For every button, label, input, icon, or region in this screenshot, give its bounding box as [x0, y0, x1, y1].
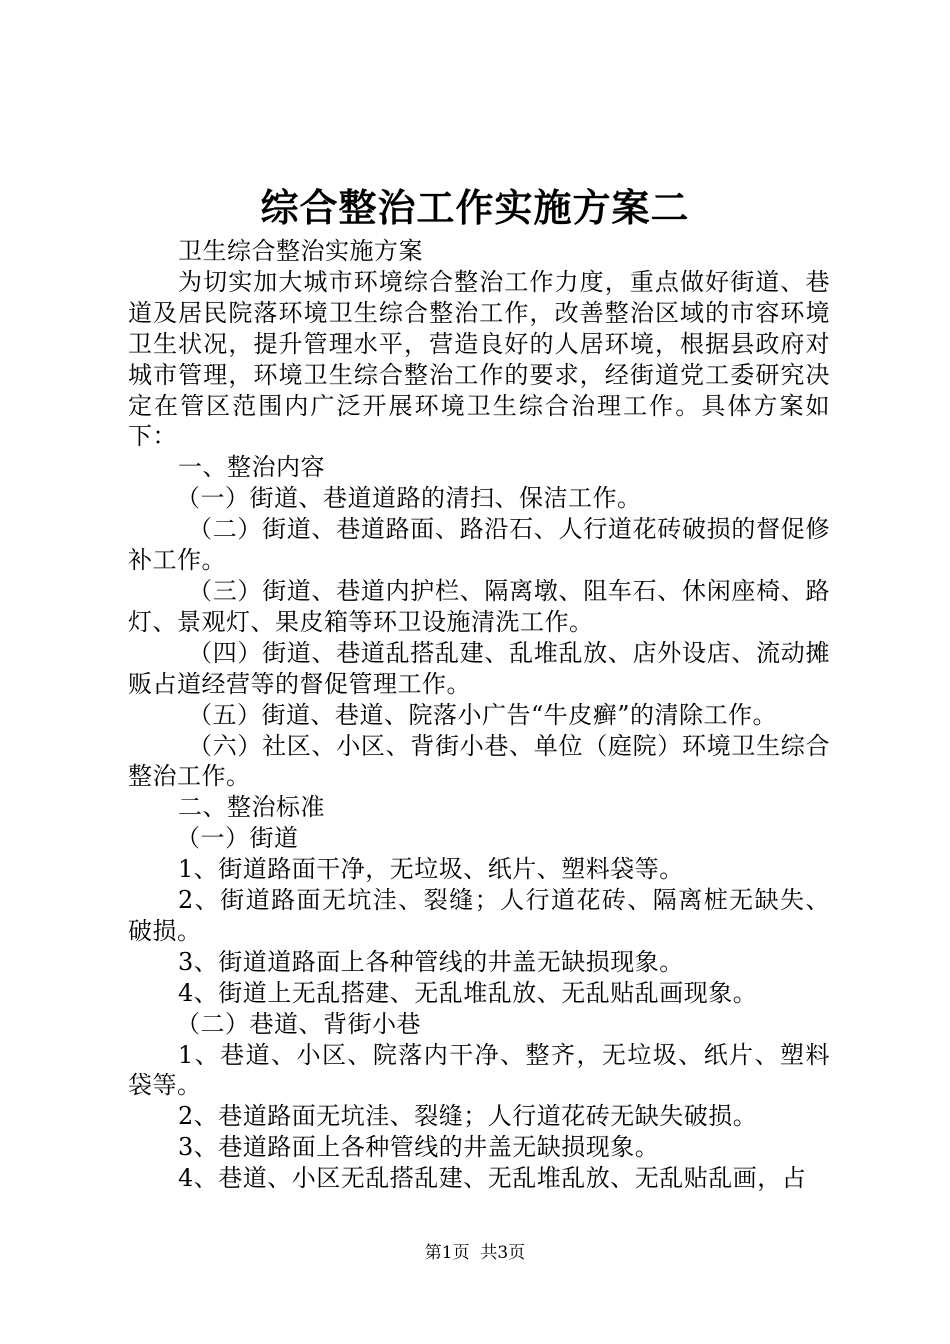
section-heading-content: 一、整治内容	[178, 453, 325, 482]
document-title: 综合整治工作实施方案二	[260, 185, 690, 230]
list-item: （六）社区、小区、背街小巷、单位（庭院）环境卫生综合整治工作。	[128, 731, 830, 791]
page-number: 第1页 共3页	[424, 1243, 526, 1263]
list-item: 4、巷道、小区无乱搭乱建、无乱堆乱放、无乱贴乱画，占	[178, 1164, 807, 1193]
paragraph-intro: 为切实加大城市环境综合整治工作力度，重点做好街道、巷道及居民院落环境卫生综合整治工作，改善整治区域的市容环境卫生状况，提升管理水平，营造良好的人居环境，根据县政府对城市管理，环境卫生综合整治工作的要求，经街道党工委研究决定在管区范围内广泛开展环境卫生综合治理工作。具体方案如下：	[128, 267, 830, 451]
list-item: 2、巷道路面无坑洼、裂缝；人行道花砖无缺失破损。	[178, 1102, 758, 1131]
list-item: （二）街道、巷道路面、路沿石、人行道花砖破损的督促修补工作。	[128, 515, 830, 575]
list-item: 3、巷道路面上各种管线的井盖无缺损现象。	[178, 1133, 660, 1162]
page-footer	[0, 1240, 950, 1266]
paragraph-subtitle: 卫生综合整治实施方案	[178, 237, 423, 265]
list-item: （四）街道、巷道乱搭乱建、乱堆乱放、店外设店、流动摊贩占道经营等的督促管理工作。	[128, 638, 830, 698]
list-item: 1、巷道、小区、院落内干净、整齐，无垃圾、纸片、塑料袋等。	[128, 1040, 830, 1100]
document-body	[128, 236, 830, 1194]
list-item: 4、街道上无乱搭建、无乱堆乱放、无乱贴乱画现象。	[178, 978, 758, 1007]
subsection-heading: （一）街道	[176, 824, 299, 853]
list-item: （三）街道、巷道内护栏、隔离墩、阻车石、休闲座椅、路灯、景观灯、果皮箱等环卫设施清洗工作。	[128, 576, 830, 636]
section-heading-standards: 二、整治标准	[178, 793, 325, 822]
list-item: 2、街道路面无坑洼、裂缝；人行道花砖、隔离桩无缺失、破损。	[128, 886, 830, 945]
list-item: 1、街道路面干净，无垃圾、纸片、塑料袋等。	[178, 855, 684, 884]
list-item: （一）街道、巷道道路的清扫、保洁工作。	[176, 484, 642, 513]
subsection-heading: （二）巷道、背街小巷	[176, 1009, 421, 1038]
list-item: （五）街道、巷道、院落小广告“牛皮癣”的清除工作。	[188, 700, 778, 729]
list-item: 3、街道道路面上各种管线的井盖无缺损现象。	[178, 947, 684, 976]
